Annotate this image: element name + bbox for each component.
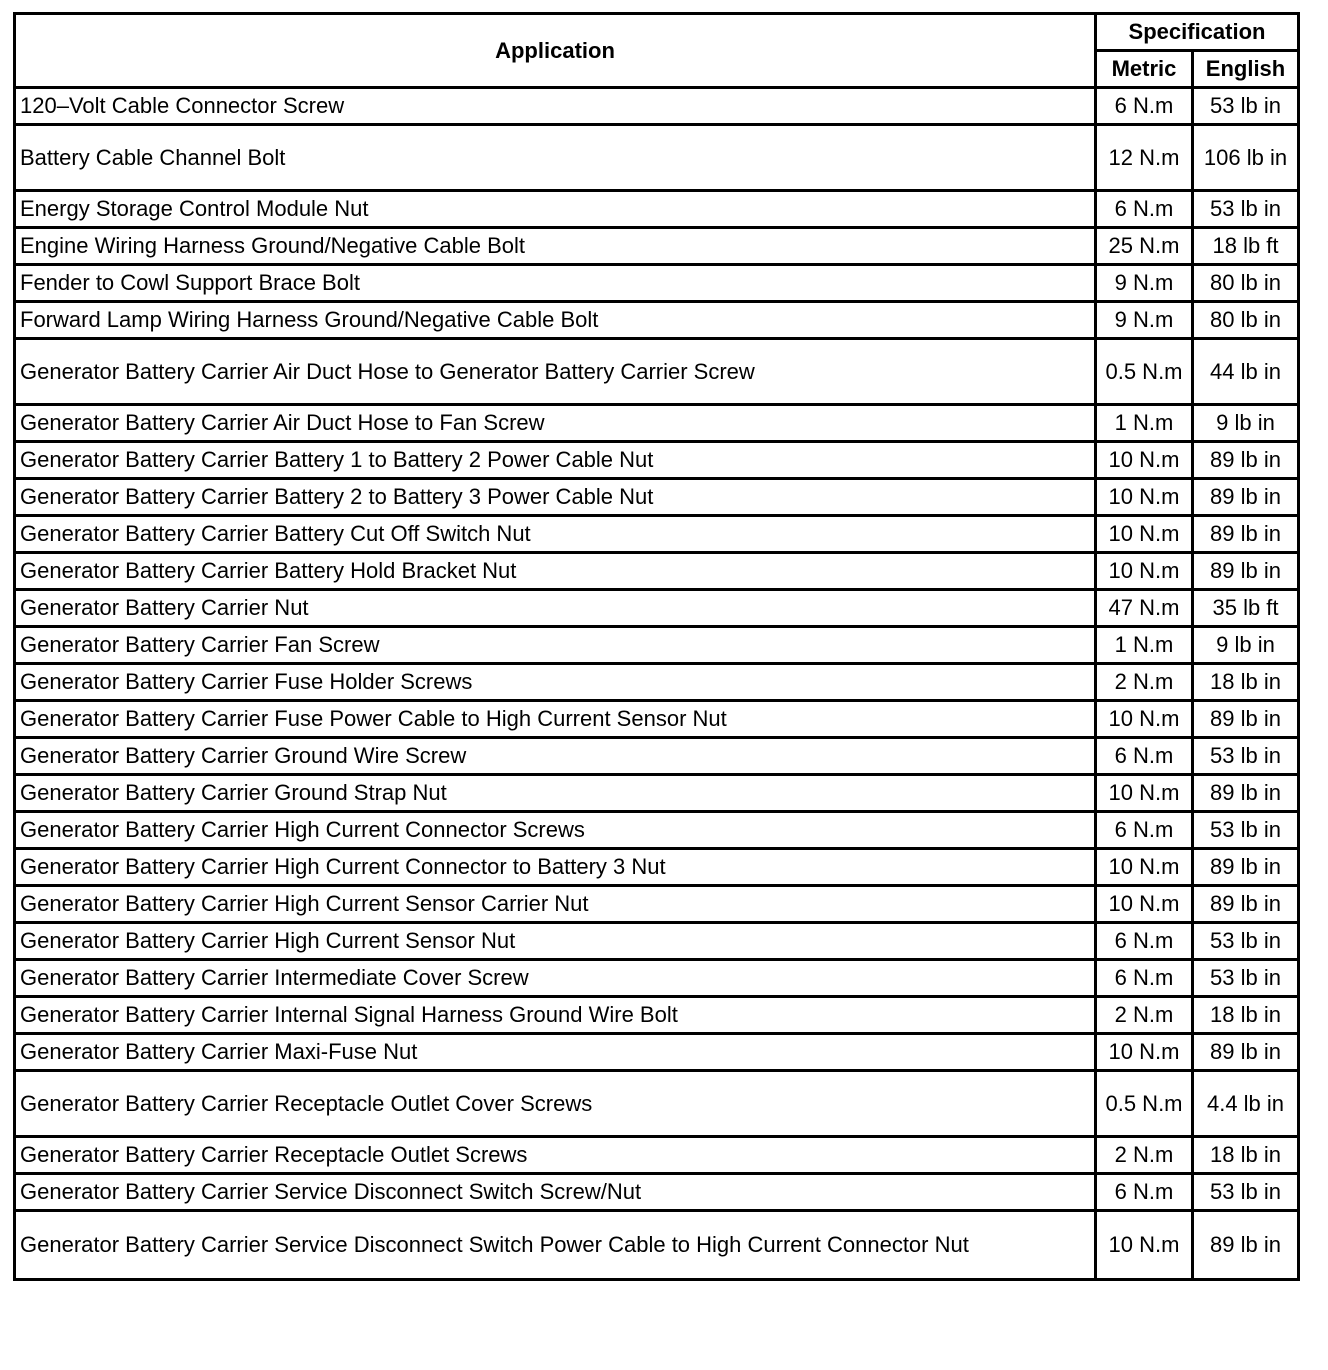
torque-spec-table (13, 12, 1300, 1281)
application-cell: Generator Battery Carrier Fuse Power Cable to High Current Sensor Nut (16, 702, 1097, 739)
metric-cell: 2 N.m (1097, 1138, 1194, 1175)
application-cell: Energy Storage Control Module Nut (16, 192, 1097, 229)
english-cell: 89 lb in (1194, 887, 1297, 924)
table-row (16, 406, 1297, 443)
application-cell: Generator Battery Carrier Maxi-Fuse Nut (16, 1035, 1097, 1072)
metric-cell: 6 N.m (1097, 924, 1194, 961)
metric-cell: 0.5 N.m (1097, 340, 1194, 406)
table-row (16, 340, 1297, 406)
english-cell: 106 lb in (1194, 126, 1297, 192)
metric-cell: 25 N.m (1097, 229, 1194, 266)
table-row (16, 998, 1297, 1035)
table-row (16, 303, 1297, 340)
metric-header: Metric (1097, 52, 1194, 89)
table-row (16, 961, 1297, 998)
table-row (16, 266, 1297, 303)
english-cell: 18 lb in (1194, 998, 1297, 1035)
application-cell: Generator Battery Carrier High Current Connector Screws (16, 813, 1097, 850)
english-cell: 53 lb in (1194, 739, 1297, 776)
metric-cell: 10 N.m (1097, 480, 1194, 517)
english-cell: 53 lb in (1194, 192, 1297, 229)
english-cell: 80 lb in (1194, 266, 1297, 303)
metric-cell: 6 N.m (1097, 961, 1194, 998)
application-cell: Generator Battery Carrier Air Duct Hose to Fan Screw (16, 406, 1097, 443)
application-cell: Generator Battery Carrier Service Disconnect Switch Screw/Nut (16, 1175, 1097, 1212)
application-cell: Generator Battery Carrier Ground Strap Nut (16, 776, 1097, 813)
application-cell: Generator Battery Carrier Fan Screw (16, 628, 1097, 665)
english-header: English (1194, 52, 1297, 89)
english-cell: 89 lb in (1194, 554, 1297, 591)
english-cell: 89 lb in (1194, 1035, 1297, 1072)
application-cell: Generator Battery Carrier High Current Sensor Nut (16, 924, 1097, 961)
english-cell: 9 lb in (1194, 406, 1297, 443)
application-cell: Forward Lamp Wiring Harness Ground/Negative Cable Bolt (16, 303, 1097, 340)
application-cell: Generator Battery Carrier Battery Hold Bracket Nut (16, 554, 1097, 591)
application-cell: Generator Battery Carrier Receptacle Outlet Screws (16, 1138, 1097, 1175)
metric-cell: 10 N.m (1097, 517, 1194, 554)
english-cell: 53 lb in (1194, 924, 1297, 961)
table-row (16, 887, 1297, 924)
metric-cell: 10 N.m (1097, 887, 1194, 924)
table-row (16, 776, 1297, 813)
specification-header: Specification (1097, 15, 1297, 52)
table-row (16, 739, 1297, 776)
table-row (16, 665, 1297, 702)
table-row (16, 1035, 1297, 1072)
english-cell: 89 lb in (1194, 702, 1297, 739)
application-cell: Generator Battery Carrier High Current Connector to Battery 3 Nut (16, 850, 1097, 887)
metric-cell: 47 N.m (1097, 591, 1194, 628)
english-cell: 89 lb in (1194, 480, 1297, 517)
metric-cell: 2 N.m (1097, 998, 1194, 1035)
table-row (16, 480, 1297, 517)
metric-cell: 10 N.m (1097, 1212, 1194, 1278)
application-cell: Generator Battery Carrier Battery 2 to Battery 3 Power Cable Nut (16, 480, 1097, 517)
metric-cell: 6 N.m (1097, 739, 1194, 776)
table-row (16, 1212, 1297, 1278)
application-cell: Generator Battery Carrier Fuse Holder Screws (16, 665, 1097, 702)
english-cell: 53 lb in (1194, 961, 1297, 998)
english-cell: 80 lb in (1194, 303, 1297, 340)
english-cell: 89 lb in (1194, 517, 1297, 554)
metric-cell: 10 N.m (1097, 702, 1194, 739)
application-cell: Generator Battery Carrier Service Disconnect Switch Power Cable to High Current Connector Nut (16, 1212, 1097, 1278)
english-cell: 89 lb in (1210, 1232, 1281, 1257)
metric-cell: 6 N.m (1097, 89, 1194, 126)
english-cell: 35 lb ft (1194, 591, 1297, 628)
application-cell: Generator Battery Carrier Battery Cut Off Switch Nut (16, 517, 1097, 554)
application-cell: Generator Battery Carrier Internal Signal Harness Ground Wire Bolt (16, 998, 1097, 1035)
metric-cell: 10 N.m (1097, 850, 1194, 887)
english-cell: 4.4 lb in (1194, 1072, 1297, 1138)
table-row (16, 628, 1297, 665)
application-cell: Generator Battery Carrier Intermediate Cover Screw (16, 961, 1097, 998)
metric-cell: 12 N.m (1097, 126, 1194, 192)
table-row (16, 89, 1297, 126)
table-row (16, 192, 1297, 229)
english-cell: 18 lb ft (1194, 229, 1297, 266)
application-cell: Generator Battery Carrier Battery 1 to Battery 2 Power Cable Nut (16, 443, 1097, 480)
metric-cell: 6 N.m (1097, 813, 1194, 850)
application-cell: Fender to Cowl Support Brace Bolt (16, 266, 1097, 303)
english-cell: 53 lb in (1194, 89, 1297, 126)
english-cell: 18 lb in (1194, 665, 1297, 702)
table-row (16, 591, 1297, 628)
english-cell: 89 lb in (1194, 443, 1297, 480)
application-cell: Generator Battery Carrier Air Duct Hose to Generator Battery Carrier Screw (16, 340, 1097, 406)
english-cell: 53 lb in (1194, 1175, 1297, 1212)
metric-cell: 1 N.m (1097, 406, 1194, 443)
english-cell: 53 lb in (1194, 813, 1297, 850)
table-row (16, 813, 1297, 850)
table-row (16, 443, 1297, 480)
table-row (16, 850, 1297, 887)
english-cell: 18 lb in (1194, 1138, 1297, 1175)
application-cell: Generator Battery Carrier Nut (16, 591, 1097, 628)
metric-cell: 0.5 N.m (1097, 1072, 1194, 1138)
metric-cell: 6 N.m (1097, 192, 1194, 229)
application-cell: Generator Battery Carrier Ground Wire Screw (16, 739, 1097, 776)
table-row (16, 126, 1297, 192)
metric-cell: 9 N.m (1097, 266, 1194, 303)
english-cell: 44 lb in (1194, 340, 1297, 406)
table-row (16, 1138, 1297, 1175)
english-cell: 89 lb in (1194, 850, 1297, 887)
application-cell: Battery Cable Channel Bolt (16, 126, 1097, 192)
english-cell: 89 lb in (1194, 776, 1297, 813)
table-row (16, 1175, 1297, 1212)
metric-cell: 10 N.m (1097, 443, 1194, 480)
table-row (16, 1072, 1297, 1138)
metric-cell: 1 N.m (1097, 628, 1194, 665)
table-row (16, 702, 1297, 739)
table-row (16, 229, 1297, 266)
english-cell: 9 lb in (1194, 628, 1297, 665)
table-row (16, 554, 1297, 591)
metric-cell: 10 N.m (1097, 1035, 1194, 1072)
application-cell: 120–Volt Cable Connector Screw (16, 89, 1097, 126)
metric-cell: 9 N.m (1097, 303, 1194, 340)
application-cell: Engine Wiring Harness Ground/Negative Cable Bolt (16, 229, 1097, 266)
metric-cell: 2 N.m (1097, 665, 1194, 702)
metric-cell: 10 N.m (1097, 776, 1194, 813)
table-row (16, 517, 1297, 554)
application-cell: Generator Battery Carrier Receptacle Outlet Cover Screws (16, 1072, 1097, 1138)
application-cell: Generator Battery Carrier High Current Sensor Carrier Nut (16, 887, 1097, 924)
application-header: Application (16, 15, 1097, 89)
torque-spec-table-container (13, 12, 1300, 1281)
metric-cell: 6 N.m (1097, 1175, 1194, 1212)
table-row (16, 924, 1297, 961)
metric-cell: 10 N.m (1097, 554, 1194, 591)
